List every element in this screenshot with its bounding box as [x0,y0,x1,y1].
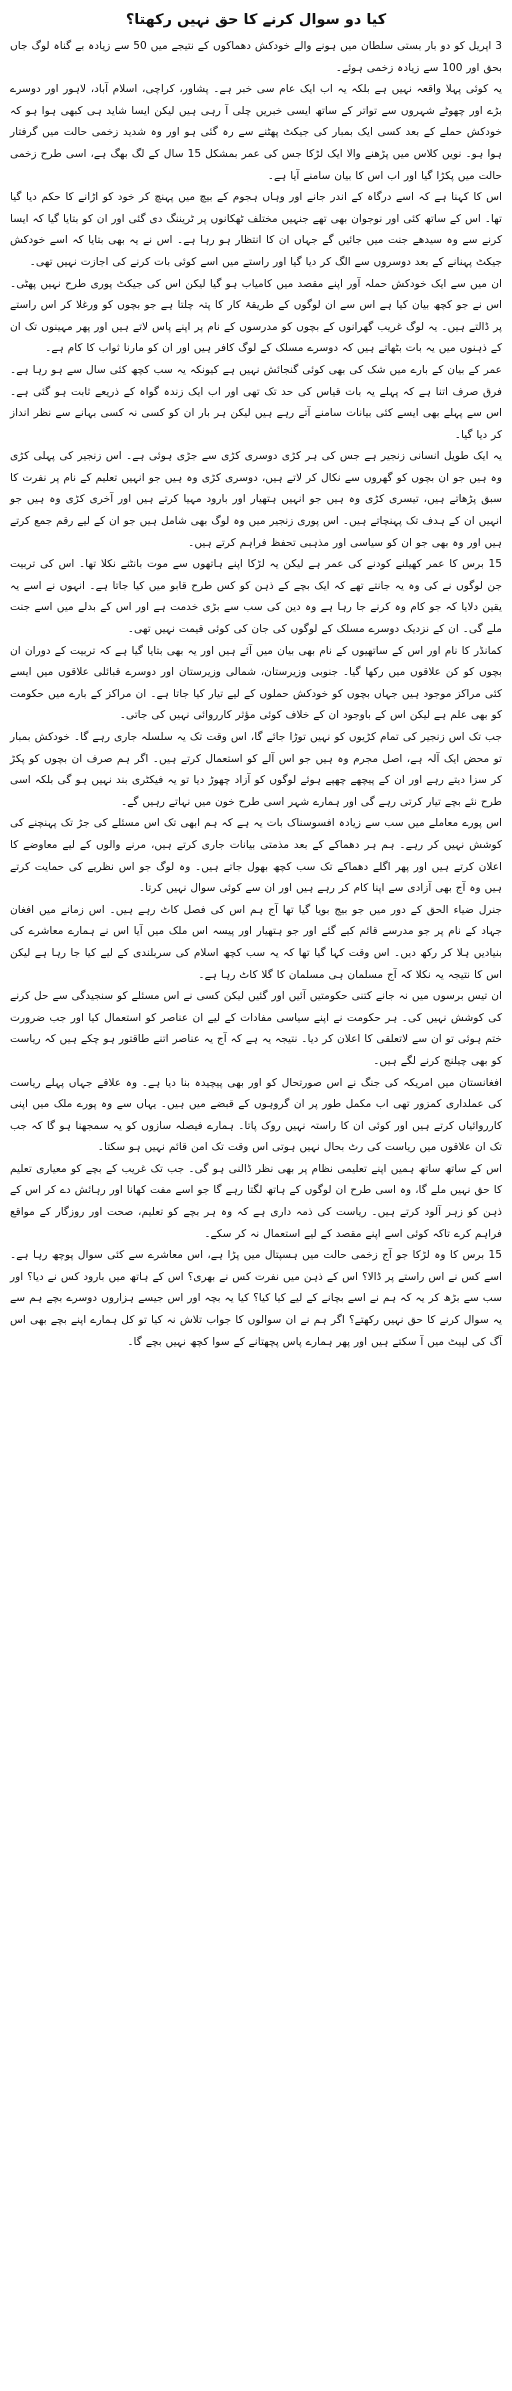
article-paragraph: یہ کوئی پہلا واقعہ نہیں ہے بلکہ یہ اب ایک عام سی خبر ہے۔ پشاور، کراچی، اسلام آباد، لاہور اور دوسرے بڑے اور چھوٹے شہروں سے تواتر کے ساتھ ایسی خبریں چلی آ رہی ہیں لیکن ایسا شاید ہی کبھی ہوا ہو کہ خودکش حملے کے بعد کسی ایک بمبار کی جیکٹ پھٹنے سے رہ گئی ہو اور وہ شدید زخمی حالت میں گرفتار ہوا ہو۔ نویں کلاس میں پڑھنے والا ایک لڑکا جس کی عمر بمشکل 15 سال کے لگ بھگ ہے، اسی طرح زخمی حالت میں پکڑا گیا اور اب اس کا بیان سامنے آیا ہے۔ [10,83,502,182]
article-paragraph: ان میں سے ایک خودکش حملہ آور اپنے مقصد میں کامیاب ہو گیا لیکن اس کی جیکٹ پوری طرح نہیں پھٹی۔ اس نے جو کچھ بیان کیا ہے اس سے ان لوگوں کے طریقۂ کار کا پتہ چلتا ہے جو بچوں کو ورغلا کر اس راستے پر ڈالتے ہیں۔ یہ لوگ غریب گھرانوں کے بچوں کو مدرسوں کے نام پر اپنے پاس لاتے ہیں اور پھر مہینوں تک ان کے ذہنوں میں یہ بات بٹھاتے ہیں کہ دوسرے مسلک کے لوگ کافر ہیں اور ان کو مارنا ثواب کا کام ہے۔ [10,277,502,355]
article-paragraph: اس کے ساتھ ساتھ ہمیں اپنے تعلیمی نظام پر بھی نظر ڈالنی ہو گی۔ جب تک غریب کے بچے کو معیاری تعلیم کا حق نہیں ملے گا، وہ اسی طرح ان لوگوں کے ہاتھ لگتا رہے گا جو اسے مفت کھانا اور رہائش دے کر اس کے ذہن کو زہر آلود کرتے ہیں۔ ریاست کی ذمہ داری ہے کہ وہ ہر بچے کو تعلیم، صحت اور روزگار کے مواقع فراہم کرے تاکہ کوئی اسے اپنے مقصد کے لیے استعمال نہ کر سکے۔ [10,1162,502,1240]
article-paragraph: کمانڈر کا نام اور اس کے ساتھیوں کے نام بھی بیان میں آئے ہیں اور یہ بھی بتایا گیا ہے کہ تربیت کے دوران ان بچوں کو کن علاقوں میں رکھا گیا۔ جنوبی وزیرستان، شمالی وزیرستان اور دوسرے قبائلی علاقوں میں ایسے کئی مراکز موجود ہیں جہاں بچوں کو خودکش حملوں کے لیے تیار کیا جاتا ہے۔ ان مراکز کے بارے میں حکومت کو بھی علم ہے لیکن اس کے باوجود ان کے خلاف کوئی مؤثر کارروائی نہیں کی جاتی۔ [10,644,502,722]
article-paragraph: افغانستان میں امریکہ کی جنگ نے اس صورتحال کو اور بھی پیچیدہ بنا دیا ہے۔ وہ علاقے جہاں پہلے ریاست کی عملداری کمزور تھی اب مکمل طور پر ان گروہوں کے قبضے میں ہیں۔ یہاں سے وہ پورے ملک میں اپنی کارروائیاں کرتے ہیں اور کوئی ان کا راستہ نہیں روک پاتا۔ ہمارے فیصلہ سازوں کو یہ سمجھنا ہو گا کہ جب تک ان علاقوں میں ریاست کی رٹ بحال نہیں ہوتی اس وقت تک امن قائم نہیں ہو سکتا۔ [10,1076,502,1154]
article-paragraph: اس کا کہنا ہے کہ اسے درگاہ کے اندر جانے اور وہاں ہجوم کے بیچ میں پہنچ کر خود کو اڑانے کا حکم دیا گیا تھا۔ اس کے ساتھ کئی اور نوجوان بھی تھے جنہیں مختلف ٹھکانوں پر ٹریننگ دی گئی اور ان کو بتایا گیا کہ ایسا کرنے سے وہ سیدھے جنت میں جائیں گے جہاں ان کا انتظار ہو رہا ہے۔ اس نے یہ بھی بتایا کہ اسے خودکش جیکٹ پہنانے کے بعد دوسروں سے الگ کر دیا گیا اور راستے میں اسے کوئی بات کرنے کی اجازت نہیں تھی۔ [10,191,502,268]
article-paragraph: 15 برس کا وہ لڑکا جو آج زخمی حالت میں ہسپتال میں پڑا ہے، اس معاشرے سے کئی سوال پوچھ رہا ہے۔ اسے کس نے اس راستے پر ڈالا؟ اس کے ذہن میں نفرت کس نے بھری؟ اس کے ہاتھ میں بارود کس نے دیا؟ اور سب سے بڑھ کر یہ کہ ہم نے اسے بچانے کے لیے کیا کیا؟ کیا یہ بچہ اور اس جیسے ہزاروں دوسرے بچے ہم سے یہ سوال کرنے کا حق نہیں رکھتے؟ اگر ہم نے ان سوالوں کا جواب تلاش نہ کیا تو کل ہمارے اپنے بچے بھی اس آگ کی لپیٹ میں آ سکتے ہیں اور پھر ہمارے پاس پچھتانے کے سوا کچھ نہیں بچے گا۔ [10,1249,502,1348]
article-paragraph: 3 اپریل کو دو بار بستی سلطان میں ہونے والے خودکش دھماکوں کے نتیجے میں 50 سے زیادہ بے گناہ لوگ جاں بحق اور 100 سے زیادہ زخمی ہوئے۔ [10,40,503,74]
article-headline: کیا دو سوال کرنے کا حق نہیں رکھتا؟ [125,12,387,28]
article-paragraph: عمر کے بیان کے بارے میں شک کی بھی کوئی گنجائش نہیں ہے کیونکہ یہ سب کچھ کئی سال سے ہو رہا ہے۔ فرق صرف اتنا ہے کہ پہلے یہ بات قیاس کی حد تک تھی اور اب ایک زندہ گواہ کے ذریعے ثابت ہو گئی ہے۔ اس سے پہلے بھی ایسے کئی بیانات سامنے آتے رہے ہیں لیکن ہر بار ان کو کسی نہ کسی بہانے سے نظر انداز کر دیا گیا۔ [10,363,502,441]
article-paragraph: جب تک اس زنجیر کی تمام کڑیوں کو نہیں توڑا جائے گا، اس وقت تک یہ سلسلہ جاری رہے گا۔ خودکش بمبار تو محض ایک آلہ ہے، اصل مجرم وہ ہیں جو اس آلے کو استعمال کرتے ہیں۔ اگر ہم صرف ان بچوں کو پکڑ کر سزا دیتے رہے اور ان کے پیچھے چھپے ہوئے لوگوں کو آزاد چھوڑ دیا تو یہ فیکٹری بند نہیں ہو گی بلکہ اسی طرح نئے بچے تیار کرتی رہے گی اور ہمارے شہر اسی طرح خون میں نہاتے رہیں گے۔ [10,731,502,808]
article-body [10,36,502,1353]
article-paragraph: اس پورے معاملے میں سب سے زیادہ افسوسناک بات یہ ہے کہ ہم ابھی تک اس مسئلے کی جڑ تک پہنچنے کی کوشش نہیں کر رہے۔ ہم ہر دھماکے کے بعد مذمتی بیانات جاری کرتے ہیں، مرنے والوں کے لیے معاوضے کا اعلان کرتے ہیں اور پھر اگلے دھماکے تک سب کچھ بھول جاتے ہیں۔ وہ لوگ جو اس نظریے کی حمایت کرتے ہیں وہ آج بھی آزادی سے اپنا کام کر رہے ہیں اور ان سے کوئی سوال نہیں کرتا۔ [10,817,502,895]
article-paragraph: 15 برس کا عمر کھیلنے کودنے کی عمر ہے لیکن یہ لڑکا اپنے ہاتھوں سے موت بانٹنے نکلا تھا۔ اس کی تربیت جن لوگوں نے کی وہ یہ جانتے تھے کہ ایک بچے کے ذہن کو کس طرح قابو میں کیا جاتا ہے۔ انہوں نے اسے یہ یقین دلایا کہ جو کام وہ کرنے جا رہا ہے وہ دین کی سب سے بڑی خدمت ہے اور اس کے بدلے میں اسے جنت ملے گی۔ ان کے نزدیک دوسرے مسلک کے لوگوں کی جان کی کوئی قیمت نہیں تھی۔ [10,558,502,636]
article-paragraph: یہ ایک طویل انسانی زنجیر ہے جس کی ہر کڑی دوسری کڑی سے جڑی ہوئی ہے۔ اس زنجیر کی پہلی کڑی وہ ہیں جو ان بچوں کو گھروں سے نکال کر لاتے ہیں، دوسری کڑی وہ ہیں جو انہیں تعلیم کے نام پر نفرت کا سبق پڑھاتے ہیں، تیسری کڑی وہ ہیں جو انہیں ہتھیار اور بارود مہیا کرتے ہیں اور آخری کڑی وہ ہیں جو انہیں ان کے ہدف تک پہنچاتے ہیں۔ اس پوری زنجیر میں وہ لوگ بھی شامل ہیں جو ان کے لیے رقم جمع کرتے ہیں اور وہ بھی جو ان کو سیاسی اور مذہبی تحفظ فراہم کرتے ہیں۔ [10,450,502,549]
article-paragraph: ان تیس برسوں میں نہ جانے کتنی حکومتیں آئیں اور گئیں لیکن کسی نے اس مسئلے کو سنجیدگی سے حل کرنے کی کوشش نہیں کی۔ ہر حکومت نے اپنے سیاسی مفادات کے لیے ان عناصر کو استعمال کیا اور جب ضرورت ختم ہوئی تو ان سے لاتعلقی کا اعلان کر دیا۔ نتیجہ یہ ہے کہ آج یہ عناصر اتنے طاقتور ہو چکے ہیں کہ ریاست کو بھی چیلنج کرنے لگے ہیں۔ [10,990,502,1067]
article-paragraph: جنرل ضیاء الحق کے دور میں جو بیج بویا گیا تھا آج ہم اس کی فصل کاٹ رہے ہیں۔ اس زمانے میں افغان جہاد کے نام پر جو مدرسے قائم کیے گئے اور جو ہتھیار اور پیسہ اس ملک میں آیا اس نے ہمارے معاشرے کی بنیادیں ہلا کر رکھ دیں۔ اس وقت کہا گیا تھا کہ یہ سب کچھ اسلام کی سربلندی کے لیے کیا جا رہا ہے لیکن اس کا نتیجہ یہ نکلا کہ آج مسلمان ہی مسلمان کا گلا کاٹ رہا ہے۔ [10,903,502,981]
